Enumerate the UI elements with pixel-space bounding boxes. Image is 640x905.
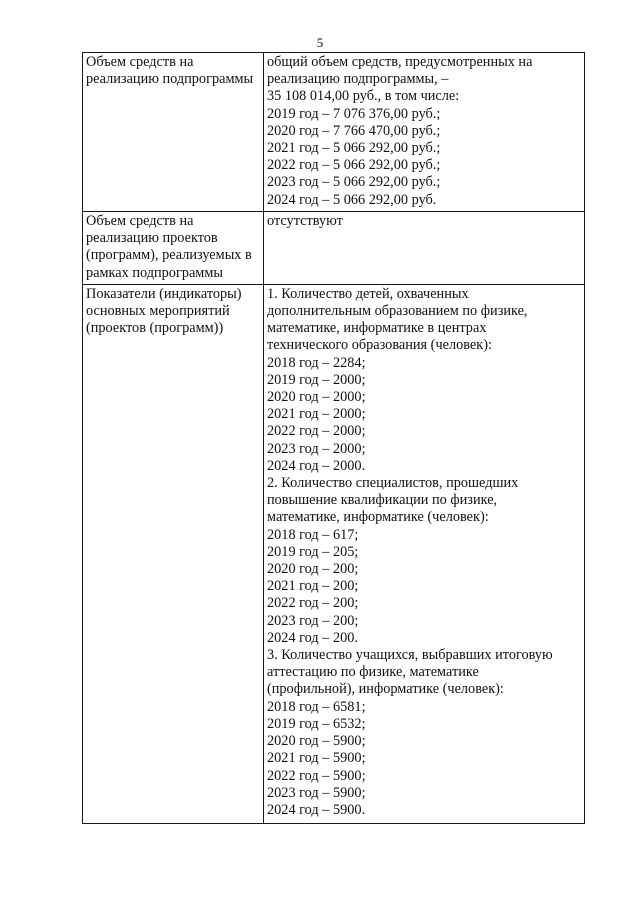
projects-label-line: реализацию проектов [86, 230, 218, 247]
projects-label-line: Объем средств на [86, 213, 194, 229]
indicator-value-line: 2023 год – 2000; [267, 440, 366, 457]
funding-year-line: 2021 год – 5 066 292,00 руб.; [267, 140, 441, 157]
indicator-value-line: 2021 год – 5900; [267, 750, 366, 767]
funding-content-line: реализацию подпрограммы, – [267, 71, 449, 88]
indicator-value-line: 2020 год – 5900; [267, 733, 366, 750]
indicator-value-line: 2024 год – 2000. [267, 457, 366, 474]
indicators-label-line: (проектов (программ)) [86, 320, 224, 337]
projects-content-line: отсутствуют [267, 213, 343, 229]
indicator-title-line: 3. Количество учащихся, выбравших итоговую [267, 647, 553, 664]
indicator-value-line: 2018 год – 6581; [267, 698, 366, 715]
funding-year-line: 2022 год – 5 066 292,00 руб.; [267, 157, 441, 174]
projects-label-line: рамках подпрограммы [86, 264, 224, 281]
page-number: 5 [316, 35, 324, 50]
indicator-block-students [267, 647, 581, 819]
indicator-value-line: 2018 год – 2284; [267, 354, 366, 371]
indicators-label-line: Показатели (индикаторы) [86, 285, 242, 302]
funding-label-line: Объем средств на [86, 54, 194, 70]
indicator-block-children [267, 286, 581, 475]
indicator-value-line: 2019 год – 205; [267, 543, 359, 560]
projects-content-cell [264, 212, 585, 285]
indicator-block-specialists [267, 475, 581, 647]
indicator-value-line: 2024 год – 5900. [267, 801, 366, 818]
indicator-title-line: 1. Количество детей, охваченных [267, 285, 469, 302]
funding-year-line: 2023 год – 5 066 292,00 руб.; [267, 174, 441, 191]
indicators-label-cell [83, 284, 264, 823]
indicator-value-line: 2019 год – 2000; [267, 371, 366, 388]
funding-year-line: 2020 год – 7 766 470,00 руб.; [267, 122, 441, 139]
indicator-title-line: повышение квалификации по физике, [267, 492, 498, 509]
indicator-title-line: технического образования (человек): [267, 337, 492, 354]
indicator-value-line: 2022 год – 200; [267, 595, 359, 612]
indicator-value-line: 2021 год – 2000; [267, 406, 366, 423]
funding-total-line: 35 108 014,00 руб., в том числе: [267, 88, 460, 105]
indicator-title-line: математике, информатике в центрах [267, 320, 487, 337]
projects-label-cell [83, 212, 264, 285]
subprogram-passport-table [82, 52, 585, 824]
funding-content-cell [264, 53, 585, 212]
indicator-value-line: 2021 год – 200; [267, 578, 359, 595]
table-row-funding [83, 53, 585, 212]
indicators-label-line: основных мероприятий [86, 303, 230, 320]
indicator-title-line: аттестацию по физике, математике [267, 664, 479, 681]
indicator-value-line: 2019 год – 6532; [267, 715, 366, 732]
indicator-value-line: 2020 год – 200; [267, 561, 359, 578]
funding-year-line: 2019 год – 7 076 376,00 руб.; [267, 105, 441, 122]
table-row-indicators [83, 284, 585, 823]
indicator-value-line: 2022 год – 2000; [267, 423, 366, 440]
indicator-title-line: (профильной), информатике (человек): [267, 681, 504, 698]
indicator-value-line: 2022 год – 5900; [267, 767, 366, 784]
indicator-title-line: математике, информатике (человек): [267, 509, 489, 526]
indicator-title-line: дополнительным образованием по физике, [267, 303, 528, 320]
indicators-content-cell [264, 284, 585, 823]
funding-content-line: общий объем средств, предусмотренных на [267, 54, 533, 70]
funding-year-line: 2024 год – 5 066 292,00 руб. [267, 191, 437, 208]
indicator-value-line: 2024 год – 200. [267, 629, 359, 646]
indicator-title-line: 2. Количество специалистов, прошедших [267, 475, 519, 492]
indicator-value-line: 2018 год – 617; [267, 526, 359, 543]
projects-label-line: (программ), реализуемых в [86, 247, 252, 264]
indicator-value-line: 2023 год – 5900; [267, 784, 366, 801]
funding-label-line: реализацию подпрограммы [86, 71, 254, 88]
indicator-value-line: 2023 год – 200; [267, 612, 359, 629]
table-row-projects [83, 212, 585, 285]
funding-label-cell [83, 53, 264, 212]
indicator-value-line: 2020 год – 2000; [267, 389, 366, 406]
